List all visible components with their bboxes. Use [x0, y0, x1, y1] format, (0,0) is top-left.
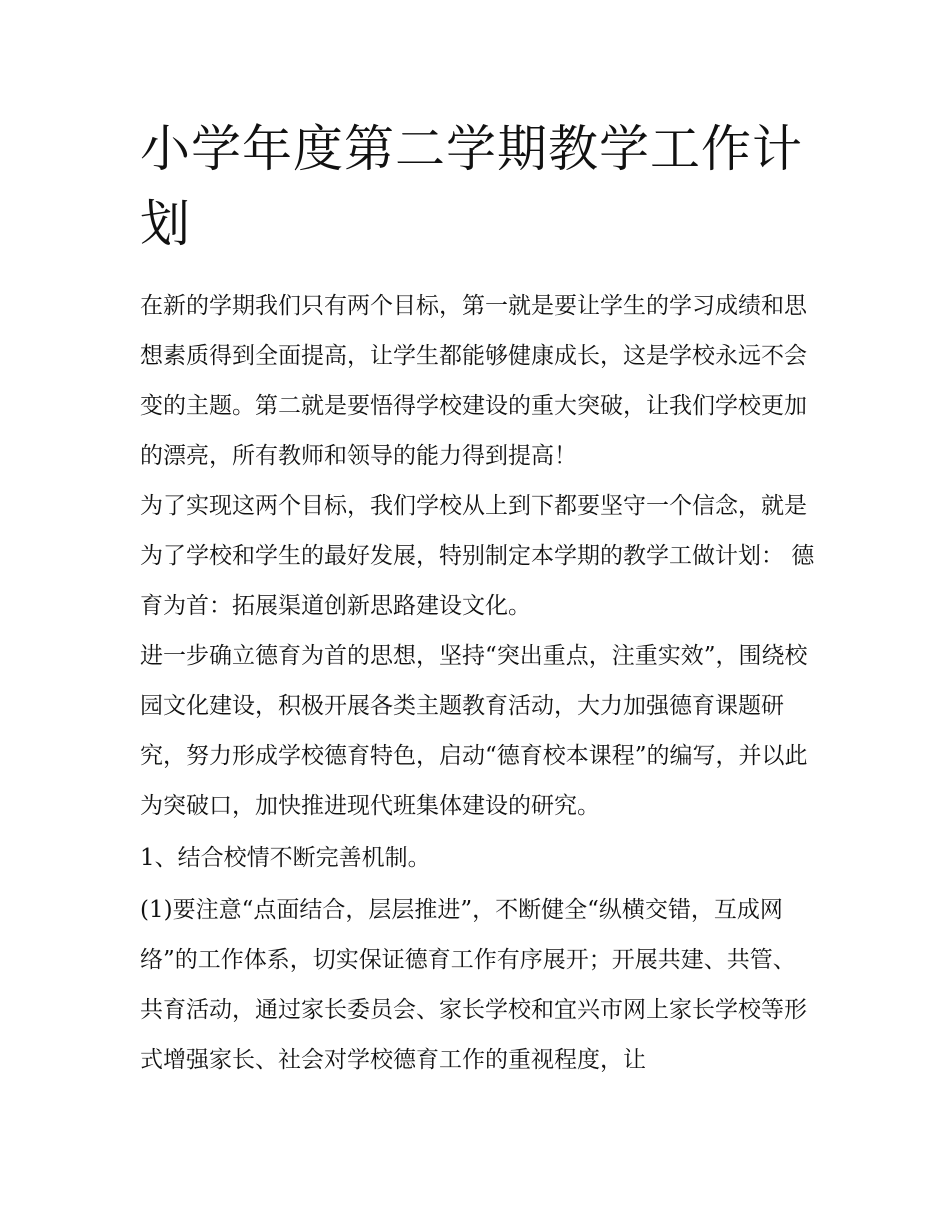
paragraph-goals: 在新的学期我们只有两个目标，第一就是要让学生的学习成绩和思想素质得到全面提高，让学生都能够健康成长，这是学校永远不会变的主题。第二就是要悟得学校建设的重大突破，让我们学校更加的漂亮，所有教师和领导的能力得到提高！ — [140, 293, 807, 469]
paragraph-plan-intro: 为了实现这两个目标，我们学校从上到下都要坚守一个信念，就是为了学校和学生的最好发展，特别制定本学期的教学工做计划： 德育为首：拓展渠道创新思路建设文化。 — [140, 493, 815, 619]
document-title: 小学年度第二学期教学工作计划 — [140, 120, 803, 253]
document-page — [140, 112, 816, 1085]
paragraph-point-1: (1)要注意“点面结合，层层推进”，不断健全“纵横交错，互成网络”的工作体系，切实保证德育工作有序展开；开展共建、共管、共育活动，通过家长委员会、家长学校和宜兴市网上家长学校等形式增强家长、社会对学校德育工作的重视程度，让 — [140, 897, 807, 1073]
section-heading-mechanism: 1、结合校情不断完善机制。 — [140, 845, 431, 871]
paragraph-moral-education: 进一步确立德育为首的思想，坚持“突出重点，注重实效”，围绕校园文化建设，积极开展各类主题教育活动，大力加强德育课题研究，努力形成学校德育特色，启动“德育校本课程”的编写，并以此为突破口，加快推进现代班集体建设的研究。 — [140, 643, 808, 819]
document-body — [140, 281, 816, 1085]
